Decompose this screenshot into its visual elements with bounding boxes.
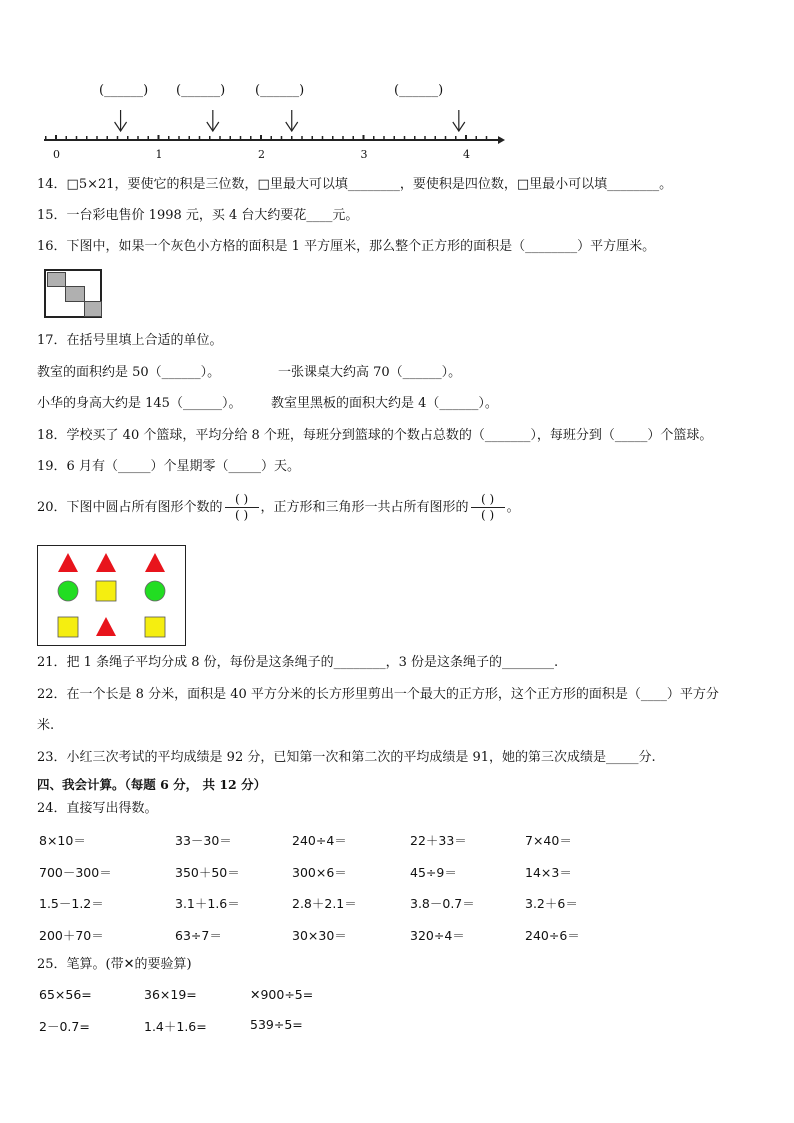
calc-item: 1.5－1.2＝ <box>39 896 104 911</box>
calc-item: 320÷4＝ <box>410 928 465 943</box>
number-line-tick-label: 1 <box>155 148 163 161</box>
question-16: 16．下图中，如果一个灰色小方格的面积是 1 平方厘米，那么整个正方形的面积是（________）平方厘米。 <box>37 239 656 254</box>
question-18: 18．学校买了 40 个篮球，平均分给 8 个班，每班分到篮球的个数占总数的（_______），每班分到（_____）个篮球。 <box>37 428 713 443</box>
written-calc-item: 65×56= <box>39 987 92 1002</box>
question-22-line1: 22．在一个长是 8 分米，面积是 40 平方分米的长方形里剪出一个最大的正方形，这个正方形的面积是（____）平方分 <box>37 687 719 702</box>
calc-item: 240÷4＝ <box>292 833 347 848</box>
question-25: 25．笔算。(带✕的要验算) <box>37 957 192 972</box>
circle-shape <box>58 581 78 601</box>
question-22-line2: 米. <box>37 718 55 733</box>
fraction-1-numerator: ( ) <box>234 492 249 506</box>
calc-item: 240÷6＝ <box>525 928 580 943</box>
q17-item-4: 教室里黑板的面积大约是 4（______）。 <box>271 396 498 411</box>
number-line <box>0 105 794 161</box>
calc-item: 350＋50＝ <box>175 865 240 880</box>
fraction-1 <box>225 492 259 523</box>
q17-item-1: 教室的面积约是 50（______）。 <box>37 365 221 380</box>
number-line-arrowhead <box>498 136 505 144</box>
fraction-1-denominator: ( ) <box>234 508 249 522</box>
calc-item: 63÷7＝ <box>175 928 222 943</box>
fraction-2 <box>471 492 505 523</box>
shapes-figure <box>37 545 187 647</box>
numberline-bracket-4: (______) <box>394 83 444 98</box>
numberline-bracket-1: (______) <box>99 83 149 98</box>
square-shape <box>58 617 78 637</box>
question-17: 17．在括号里填上合适的单位。 <box>37 333 223 348</box>
square-grid-figure <box>44 269 102 318</box>
calc-item: 14×3＝ <box>525 865 572 880</box>
calc-item: 3.1＋1.6＝ <box>175 896 240 911</box>
calc-item: 33－30＝ <box>175 833 232 848</box>
question-14: 14．□5×21，要使它的积是三位数，□里最大可以填________，要使积是四位数，□里最小可以填________。 <box>37 177 673 192</box>
calc-item: 700－300＝ <box>39 865 112 880</box>
q20-part1: 20．下图中圆占所有图形个数的 <box>37 500 223 515</box>
written-calc-item: 2－0.7= <box>39 1019 90 1034</box>
number-line-tick-label: 4 <box>463 148 470 161</box>
gray-cell <box>47 272 66 287</box>
fraction-2-numerator: ( ) <box>480 492 495 506</box>
written-calc-item: 1.4＋1.6= <box>144 1019 207 1034</box>
question-19: 19．6 月有（_____）个星期零（_____）天。 <box>37 459 300 474</box>
numberline-bracket-3: (______) <box>255 83 305 98</box>
q20-part3: 。 <box>506 500 520 515</box>
calc-item: 3.8－0.7＝ <box>410 896 475 911</box>
question-20 <box>37 492 520 523</box>
square-shape <box>96 581 116 601</box>
calc-item: 8×10＝ <box>39 833 86 848</box>
number-line-tick-label: 0 <box>53 148 60 161</box>
gray-cell <box>84 301 102 317</box>
calc-item: 200＋70＝ <box>39 928 104 943</box>
q17-item-3: 小华的身高大约是 145（______）。 <box>37 396 242 411</box>
calc-item: 3.2＋6＝ <box>525 896 578 911</box>
section-4-title: 四、我会计算。（每题 6 分， 共 12 分） <box>37 777 267 792</box>
calc-item: 300×6＝ <box>292 865 347 880</box>
written-calc-item: ✕900÷5= <box>250 987 314 1002</box>
question-21: 21．把 1 条绳子平均分成 8 份，每份是这条绳子的________，3 份是这条绳子的________. <box>37 655 559 670</box>
written-calc-item: 539÷5= <box>250 1017 303 1032</box>
numberline-bracket-2: (______) <box>176 83 226 98</box>
q20-part2: ，正方形和三角形一共占所有图形的 <box>260 500 469 515</box>
gray-cell <box>65 286 85 302</box>
calc-item: 45÷9＝ <box>410 865 457 880</box>
square-shape <box>145 617 165 637</box>
calc-item: 7×40＝ <box>525 833 572 848</box>
question-23: 23．小红三次考试的平均成绩是 92 分，已知第一次和第二次的平均成绩是 91，她的第三次成绩是_____分. <box>37 750 656 765</box>
question-15: 15．一台彩电售价 1998 元，买 4 台大约要花____元。 <box>37 208 359 223</box>
written-calc-item: 36×19= <box>144 987 197 1002</box>
calc-item: 2.8＋2.1＝ <box>292 896 357 911</box>
number-line-tick-label: 2 <box>258 148 265 161</box>
fraction-2-denominator: ( ) <box>480 508 495 522</box>
q17-item-2: 一张课桌大约高 70（______）。 <box>278 365 462 380</box>
calc-item: 22＋33＝ <box>410 833 467 848</box>
calc-item: 30×30＝ <box>292 928 347 943</box>
question-24: 24．直接写出得数。 <box>37 801 158 816</box>
number-line-tick-label: 3 <box>360 148 368 161</box>
circle-shape <box>145 581 165 601</box>
